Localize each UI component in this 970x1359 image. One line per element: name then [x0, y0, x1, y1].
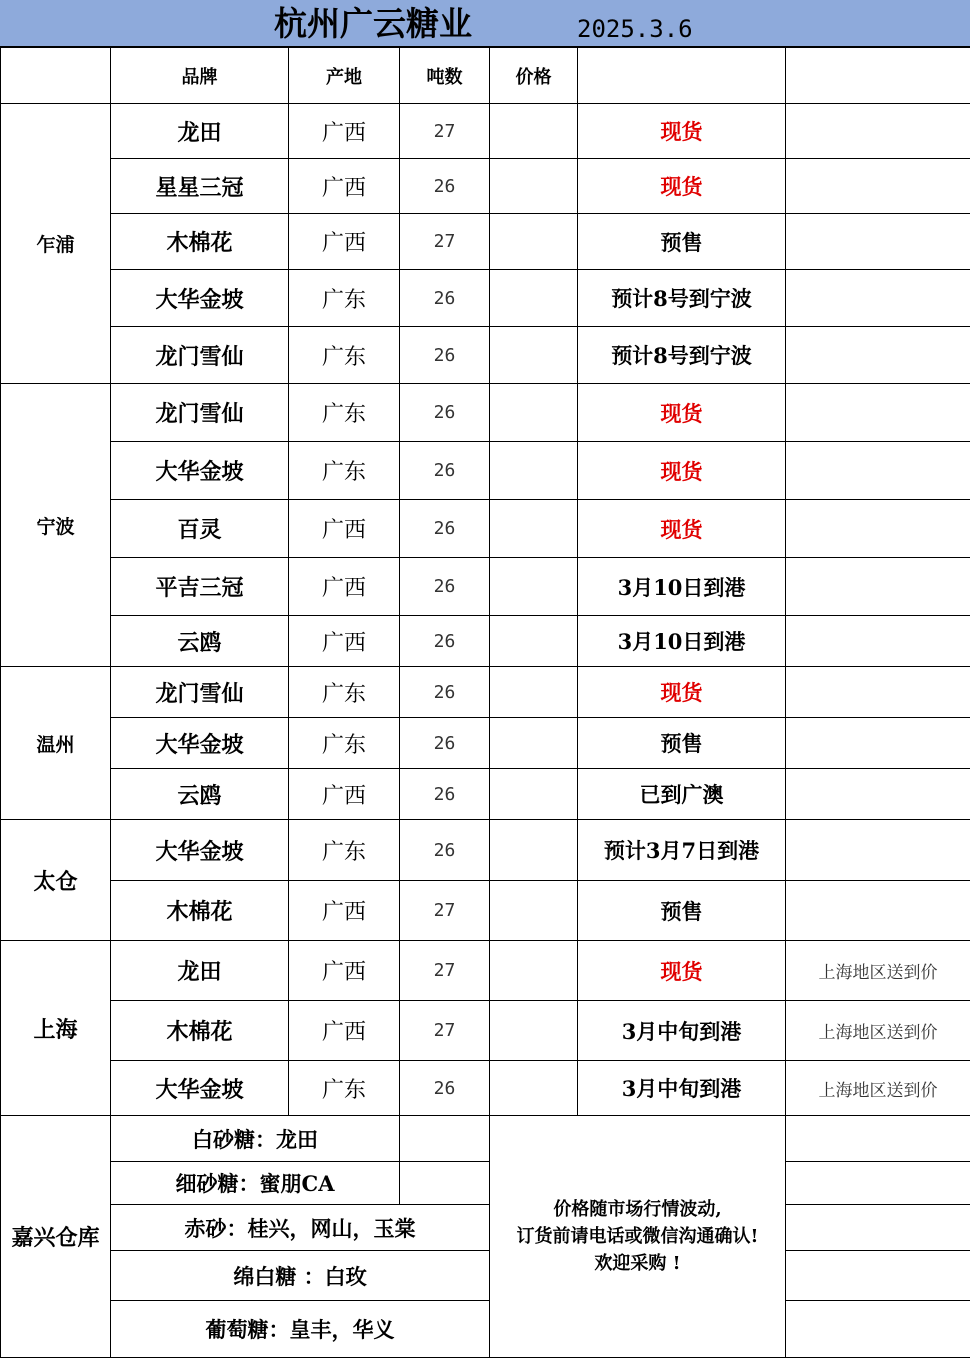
- price-cell: [490, 881, 578, 941]
- table-row: [1, 214, 970, 270]
- status-cell: 预计8号到宁波: [578, 270, 786, 327]
- note-cell: [786, 159, 970, 214]
- status-cell: 现货: [578, 159, 786, 214]
- table-row: [1, 718, 970, 769]
- tons-cell: 26: [400, 1061, 490, 1116]
- table-row: [1, 104, 970, 159]
- note-cell: [786, 718, 970, 769]
- table-row: [1, 442, 970, 500]
- status-cell: 3月中旬到港: [578, 1001, 786, 1061]
- origin-cell: 广西: [289, 558, 400, 616]
- origin-cell: 广东: [289, 442, 400, 500]
- tons-cell: 26: [400, 667, 490, 718]
- table-row: [1, 159, 970, 214]
- price-cell: [490, 1061, 578, 1116]
- status-cell: 现货: [578, 384, 786, 442]
- tons-cell: 27: [400, 1001, 490, 1061]
- origin-cell: 广东: [289, 1061, 400, 1116]
- table-row: [1, 327, 970, 384]
- note-cell: 上海地区送到价: [786, 941, 970, 1001]
- status-cell: 现货: [578, 941, 786, 1001]
- origin-cell: 广西: [289, 616, 400, 667]
- brand-cell: 云鸥: [111, 769, 289, 820]
- location-ningbo: 宁波: [1, 384, 111, 667]
- status-cell: 预计3月7日到港: [578, 820, 786, 881]
- tons-cell: 26: [400, 159, 490, 214]
- table-row: [1, 941, 970, 1001]
- tons-cell: 26: [400, 616, 490, 667]
- location-taicang: 太仓: [1, 820, 111, 941]
- location-wenzhou: 温州: [1, 667, 111, 820]
- status-cell: 预售: [578, 718, 786, 769]
- status-cell: 3月10日到港: [578, 616, 786, 667]
- product-white-sugar: 白砂糖：龙田: [111, 1116, 400, 1162]
- note-cell: [786, 442, 970, 500]
- product-soft-white-sugar: 绵白糖 ：白玫: [111, 1251, 490, 1301]
- price-cell: [490, 558, 578, 616]
- status-cell: 预售: [578, 881, 786, 941]
- column-header-row: [1, 48, 970, 104]
- tons-cell: 26: [400, 558, 490, 616]
- brand-cell: 木棉花: [111, 214, 289, 270]
- product-brown-sugar: 赤砂：桂兴，网山，玉棠: [111, 1205, 490, 1251]
- price-cell: [490, 442, 578, 500]
- tons-cell: 27: [400, 214, 490, 270]
- note-cell: [786, 667, 970, 718]
- origin-cell: 广西: [289, 159, 400, 214]
- table-row: [1, 270, 970, 327]
- note-cell: [786, 616, 970, 667]
- status-cell: 3月中旬到港: [578, 1061, 786, 1116]
- note-cell: [786, 270, 970, 327]
- table-row: [1, 769, 970, 820]
- status-cell: 现货: [578, 500, 786, 558]
- brand-cell: 大华金坡: [111, 820, 289, 881]
- table-row: [1, 1001, 970, 1061]
- col-brand: 品牌: [111, 48, 289, 104]
- brand-cell: 木棉花: [111, 881, 289, 941]
- tons-cell: 26: [400, 442, 490, 500]
- notice-line: 欢迎采购 !: [594, 1253, 681, 1274]
- table-row: [1, 667, 970, 718]
- header-blank: [1, 48, 111, 104]
- brand-cell: 星星三冠: [111, 159, 289, 214]
- note-cell: [786, 327, 970, 384]
- origin-cell: 广西: [289, 214, 400, 270]
- origin-cell: 广西: [289, 769, 400, 820]
- note-cell: [786, 214, 970, 270]
- tons-cell: 26: [400, 270, 490, 327]
- origin-cell: 广东: [289, 327, 400, 384]
- tons-cell: 27: [400, 881, 490, 941]
- note-cell: [786, 820, 970, 881]
- sheet-date: 2025.3.6: [577, 15, 693, 43]
- table-row: [1, 558, 970, 616]
- price-cell: [490, 214, 578, 270]
- brand-cell: 龙田: [111, 104, 289, 159]
- col-origin: 产地: [289, 48, 400, 104]
- table-row: [1, 881, 970, 941]
- price-cell: [490, 384, 578, 442]
- status-cell: 预售: [578, 214, 786, 270]
- status-cell: 现货: [578, 442, 786, 500]
- notice-line: 订货前请电话或微信沟通确认!: [516, 1226, 759, 1247]
- notice: [490, 1116, 786, 1358]
- company-title: 杭州广云糖业: [274, 4, 472, 43]
- location-shanghai: 上海: [1, 941, 111, 1116]
- table-row: [1, 500, 970, 558]
- note-cell: [786, 558, 970, 616]
- note-cell: [786, 500, 970, 558]
- status-cell: 3月10日到港: [578, 558, 786, 616]
- brand-cell: 木棉花: [111, 1001, 289, 1061]
- notice-line: 价格随市场行情波动,: [553, 1199, 722, 1220]
- table-row: [1, 616, 970, 667]
- origin-cell: 广西: [289, 104, 400, 159]
- tons-cell: 26: [400, 820, 490, 881]
- brand-cell: 百灵: [111, 500, 289, 558]
- status-cell: 现货: [578, 667, 786, 718]
- price-cell: [490, 270, 578, 327]
- location-jiaxing: 嘉兴仓库: [1, 1116, 111, 1358]
- brand-cell: 龙门雪仙: [111, 384, 289, 442]
- brand-cell: 龙田: [111, 941, 289, 1001]
- note-cell: [786, 769, 970, 820]
- product-glucose: 葡萄糖：皇丰，华义: [111, 1301, 490, 1358]
- brand-cell: 大华金坡: [111, 442, 289, 500]
- header-bar: [0, 0, 970, 47]
- origin-cell: 广西: [289, 1001, 400, 1061]
- tons-cell: 26: [400, 327, 490, 384]
- origin-cell: 广东: [289, 718, 400, 769]
- header-blank: [578, 48, 786, 104]
- brand-cell: 平吉三冠: [111, 558, 289, 616]
- product-fine-sugar: 细砂糖：蜜朋CA: [111, 1162, 400, 1205]
- col-tons: 吨数: [400, 48, 490, 104]
- note-cell: [786, 881, 970, 941]
- status-cell: 已到广澳: [578, 769, 786, 820]
- price-cell: [490, 820, 578, 881]
- location-zhapu: 乍浦: [1, 104, 111, 384]
- note-cell: 上海地区送到价: [786, 1061, 970, 1116]
- brand-cell: 云鸥: [111, 616, 289, 667]
- tons-cell: 26: [400, 500, 490, 558]
- origin-cell: 广西: [289, 500, 400, 558]
- brand-cell: 大华金坡: [111, 270, 289, 327]
- brand-cell: 龙门雪仙: [111, 327, 289, 384]
- price-cell: [490, 769, 578, 820]
- table-row: [1, 384, 970, 442]
- origin-cell: 广东: [289, 384, 400, 442]
- origin-cell: 广西: [289, 881, 400, 941]
- tons-cell: 27: [400, 104, 490, 159]
- tons-cell: 26: [400, 769, 490, 820]
- status-cell: 预计8号到宁波: [578, 327, 786, 384]
- price-cell: [490, 159, 578, 214]
- origin-cell: 广东: [289, 667, 400, 718]
- tons-cell: 27: [400, 941, 490, 1001]
- origin-cell: 广东: [289, 270, 400, 327]
- price-cell: [490, 104, 578, 159]
- note-cell: [786, 104, 970, 159]
- table-row: [1, 1061, 970, 1116]
- col-price: 价格: [490, 48, 578, 104]
- price-cell: [490, 500, 578, 558]
- status-cell: 现货: [578, 104, 786, 159]
- origin-cell: 广东: [289, 820, 400, 881]
- price-cell: [490, 667, 578, 718]
- table-row: [1, 820, 970, 881]
- brand-cell: 龙门雪仙: [111, 667, 289, 718]
- note-cell: [786, 384, 970, 442]
- price-cell: [490, 941, 578, 1001]
- price-cell: [490, 718, 578, 769]
- origin-cell: 广西: [289, 941, 400, 1001]
- tons-cell: 26: [400, 384, 490, 442]
- brand-cell: 大华金坡: [111, 718, 289, 769]
- price-cell: [490, 616, 578, 667]
- brand-cell: 大华金坡: [111, 1061, 289, 1116]
- note-cell: 上海地区送到价: [786, 1001, 970, 1061]
- header-blank: [786, 48, 970, 104]
- price-cell: [490, 327, 578, 384]
- tons-cell: 26: [400, 718, 490, 769]
- price-cell: [490, 1001, 578, 1061]
- price-sheet: [0, 47, 970, 1358]
